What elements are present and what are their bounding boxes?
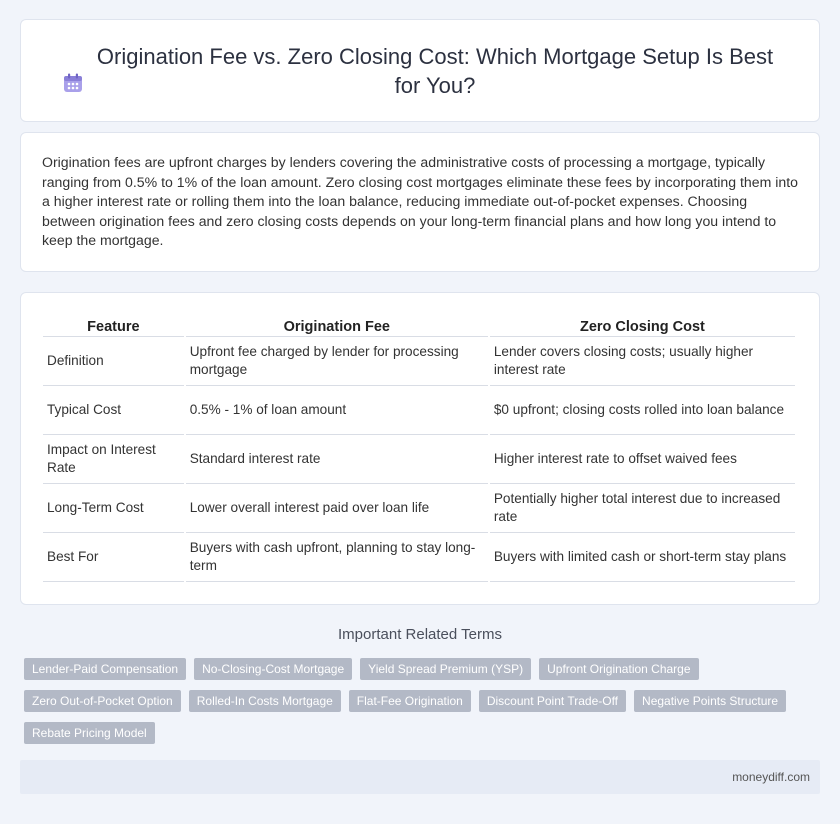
row-feature: Typical Cost: [43, 386, 184, 435]
tag-discount-point-trade-off[interactable]: Discount Point Trade-Off: [479, 690, 626, 712]
row-feature: Long-Term Cost: [43, 484, 184, 533]
table-header-row: [43, 313, 795, 337]
comparison-card: [20, 292, 820, 605]
row-origination-fee: 0.5% - 1% of loan amount: [186, 386, 488, 435]
tag-negative-points-structure[interactable]: Negative Points Structure: [634, 690, 786, 712]
table-row: [43, 337, 795, 386]
row-feature: Best For: [43, 533, 184, 582]
related-terms-list: [24, 658, 824, 744]
table-row: [43, 484, 795, 533]
tag-flat-fee-origination[interactable]: Flat-Fee Origination: [349, 690, 471, 712]
row-zero-closing-cost: Potentially higher total interest due to increased rate: [490, 484, 795, 533]
related-terms-heading: Important Related Terms: [338, 626, 502, 643]
tag-no-closing-cost-mortgage[interactable]: No-Closing-Cost Mortgage: [194, 658, 352, 680]
tag-yield-spread-premium[interactable]: Yield Spread Premium (YSP): [360, 658, 531, 680]
tag-rebate-pricing-model[interactable]: Rebate Pricing Model: [24, 722, 155, 744]
row-feature: Impact on Interest Rate: [43, 435, 184, 484]
footer-site-link[interactable]: moneydiff.com: [732, 770, 810, 784]
intro-paragraph: Origination fees are upfront charges by lenders covering the administrative costs of processing a mortgage, typically ranging from 0.5% to 1% of the loan amount. Zero closing cost mortgages eliminate these fees by incorporating them into a higher interest rate or rolling them into the loan balance, reducing immediate out-of-pocket expenses. Choosing between origination fees and zero closing costs depends on your long-term financial plans and how long you intend to keep the mortgage.: [42, 154, 798, 248]
page-title: Origination Fee vs. Zero Closing Cost: Which Mortgage Setup Is Best for You?: [96, 43, 774, 98]
row-zero-closing-cost: $0 upfront; closing costs rolled into loan balance: [490, 386, 795, 435]
tag-lender-paid-compensation[interactable]: Lender-Paid Compensation: [24, 658, 186, 680]
table-row: [43, 435, 795, 484]
header-zero-closing-cost: Zero Closing Cost: [490, 313, 795, 337]
row-origination-fee: Buyers with cash upfront, planning to stay long-term: [186, 533, 488, 582]
tag-rolled-in-costs-mortgage[interactable]: Rolled-In Costs Mortgage: [189, 690, 341, 712]
header-feature: Feature: [43, 313, 184, 337]
tag-zero-out-of-pocket-option[interactable]: Zero Out-of-Pocket Option: [24, 690, 181, 712]
table-row: [43, 533, 795, 582]
header-origination-fee: Origination Fee: [186, 313, 488, 337]
row-zero-closing-cost: Lender covers closing costs; usually higher interest rate: [490, 337, 795, 386]
row-origination-fee: Upfront fee charged by lender for processing mortgage: [186, 337, 488, 386]
table-row: [43, 386, 795, 435]
title-card: [20, 19, 820, 122]
calendar-icon: [60, 70, 86, 96]
row-feature: Definition: [43, 337, 184, 386]
tag-upfront-origination-charge[interactable]: Upfront Origination Charge: [539, 658, 698, 680]
comparison-table: [41, 313, 797, 582]
row-zero-closing-cost: Buyers with limited cash or short-term stay plans: [490, 533, 795, 582]
row-origination-fee: Lower overall interest paid over loan life: [186, 484, 488, 533]
row-origination-fee: Standard interest rate: [186, 435, 488, 484]
footer: [20, 760, 820, 794]
row-zero-closing-cost: Higher interest rate to offset waived fees: [490, 435, 795, 484]
title-wrap: [50, 42, 790, 100]
intro-card: [20, 132, 820, 272]
